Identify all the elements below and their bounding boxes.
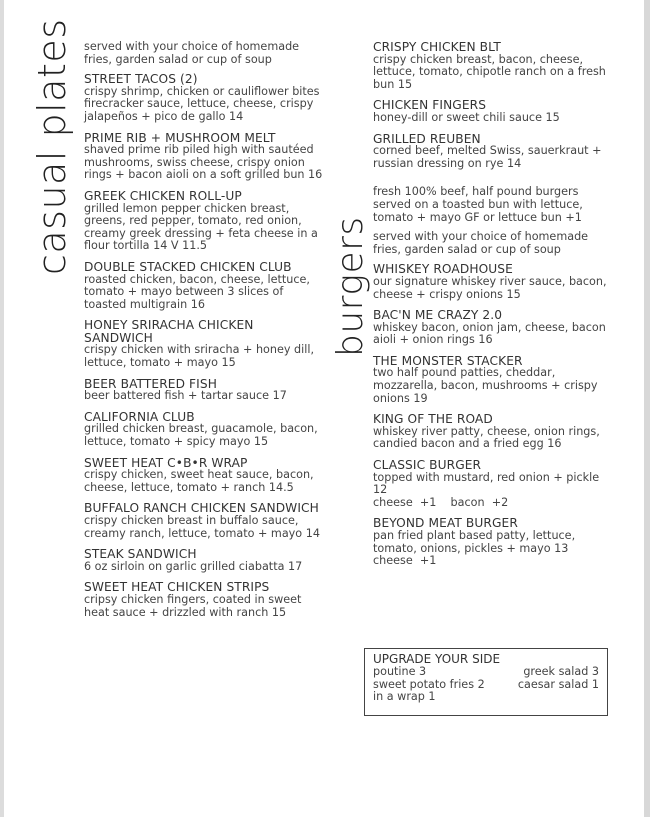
- item-name: GREEK CHICKEN ROLL-UP: [84, 188, 242, 203]
- item-name: BAC'N ME CRAZY 2.0: [373, 308, 503, 323]
- menu-item: [84, 378, 324, 403]
- menu-item: [84, 548, 324, 573]
- upgrade-option: greek salad 3: [523, 664, 599, 678]
- item-description: 6 oz sirloin on garlic grilled ciabatta 17: [84, 559, 303, 573]
- menu-item: [373, 355, 613, 405]
- menu-item: [84, 132, 324, 182]
- item-description: whiskey bacon, onion jam, cheese, bacon aioli + onion rings 16: [373, 320, 606, 347]
- item-description: crispy chicken breast in buffalo sauce, creamy ranch, lettuce, tomato + mayo 14: [84, 514, 320, 540]
- menu-item: [84, 502, 324, 540]
- menu-item: [373, 263, 613, 301]
- item-name: WHISKEY ROADHOUSE: [373, 262, 513, 277]
- casual-plates-note: served with your choice of homemade fries, garden salad or cup of soup: [84, 40, 300, 66]
- item-name: HONEY SRIRACHA CHICKEN SANDWICH: [84, 318, 254, 345]
- menu-item: [373, 459, 613, 509]
- item-description: corned beef, melted Swiss, sauerkraut + russian dressing on rye 14: [373, 144, 602, 170]
- menu-item: [84, 261, 324, 311]
- item-name: GRILLED REUBEN: [373, 131, 481, 146]
- upgrade-option: sweet potato fries 2: [373, 677, 485, 691]
- burgers-note: served with your choice of homemade fries, garden salad or cup of soup: [373, 230, 589, 256]
- menu-item: [84, 581, 324, 619]
- upgrade-option: caesar salad 1: [517, 677, 599, 691]
- item-description: crispy chicken with sriracha + honey dill, lettuce, tomato + mayo 15: [84, 343, 315, 370]
- item-description: grilled lemon pepper chicken breast, greens, red pepper, tomato, red onion, creamy greek dressing + feta cheese in a flour tortilla 14 V 11.5: [84, 201, 318, 253]
- right-column: [373, 41, 613, 576]
- item-description: crispy shrimp, chicken or cauliflower bites firecracker sauce, lettuce, cheese, crispy jalapeños + pico de gallo 14: [84, 84, 320, 123]
- menu-item: [84, 190, 324, 253]
- burgers-heading: burgers: [330, 216, 371, 357]
- menu-item: [84, 73, 324, 123]
- upgrade-title: UPGRADE YOUR SIDE: [373, 652, 501, 666]
- item-addons: cheese +1 bacon +2: [373, 495, 509, 509]
- menu-item: [373, 99, 613, 124]
- item-description: pan fried plant based patty, lettuce, tomato, onions, pickles + mayo 13: [373, 529, 576, 555]
- item-description: our signature whiskey river sauce, bacon, cheese + crispy onions 15: [373, 274, 607, 301]
- upgrade-option: in a wrap 1: [373, 690, 436, 704]
- item-description: crispy chicken breast, bacon, cheese, lettuce, tomato, chipotle ranch on a fresh bun 15: [373, 52, 606, 91]
- item-name: DOUBLE STACKED CHICKEN CLUB: [84, 259, 292, 274]
- menu-item: [373, 413, 613, 451]
- item-description: shaved prime rib piled high with sautéed mushrooms, swiss cheese, crispy onion rings + bacon aioli on a soft grilled bun 16: [84, 143, 323, 182]
- item-description: two half pound patties, cheddar, mozzarella, bacon, mushrooms + crispy onions 19: [373, 366, 598, 405]
- item-description: beer battered fish + tartar sauce 17: [84, 389, 287, 403]
- menu-item: [373, 41, 613, 91]
- item-description: cripsy chicken fingers, coated in sweet heat sauce + drizzled with ranch 15: [84, 592, 302, 619]
- item-description: topped with mustard, red onion + pickle 12: [373, 470, 600, 497]
- item-name: BUFFALO RANCH CHICKEN SANDWICH: [84, 501, 319, 516]
- item-name: SWEET HEAT CHICKEN STRIPS: [84, 580, 270, 595]
- menu-item: [373, 517, 613, 567]
- item-name: STREET TACOS (2): [84, 72, 198, 87]
- upgrade-option: poutine 3: [373, 664, 427, 678]
- item-name: SWEET HEAT C•B•R WRAP: [84, 455, 248, 470]
- page-edge-left: [0, 0, 4, 817]
- item-name: CLASSIC BURGER: [373, 458, 482, 473]
- burgers-intro: fresh 100% beef, half pound burgers served on a toasted bun with lettuce, tomato + mayo GF or lettuce bun +1: [373, 185, 583, 224]
- item-description: whiskey river patty, cheese, onion rings, candied bacon and a fried egg 16: [373, 424, 600, 451]
- item-description: honey-dill or sweet chili sauce 15: [373, 110, 560, 124]
- menu-item: [84, 319, 324, 369]
- item-name: STEAK SANDWICH: [84, 547, 197, 562]
- item-name: THE MONSTER STACKER: [373, 353, 523, 368]
- upgrade-your-side-box: [364, 648, 608, 716]
- casual-plates-column: [84, 41, 324, 627]
- page-edge-right: [644, 0, 650, 817]
- item-name: CALIFORNIA CLUB: [84, 409, 195, 424]
- item-addons: cheese +1: [373, 554, 437, 568]
- item-name: BEER BATTERED FISH: [84, 376, 217, 391]
- menu-item: [84, 457, 324, 495]
- upgrade-options: [373, 666, 599, 704]
- item-name: PRIME RIB + MUSHROOM MELT: [84, 130, 276, 145]
- menu-item: [373, 133, 613, 171]
- item-name: BEYOND MEAT BURGER: [373, 516, 518, 531]
- casual-plates-heading: casual plates: [30, 18, 74, 275]
- item-description: grilled chicken breast, guacamole, bacon, lettuce, tomato + spicy mayo 15: [84, 422, 318, 449]
- item-description: roasted chicken, bacon, cheese, lettuce, tomato + mayo between 3 slices of toasted multigrain 16: [84, 272, 310, 311]
- item-name: CHICKEN FINGERS: [373, 98, 487, 113]
- item-name: CRISPY CHICKEN BLT: [373, 40, 501, 54]
- item-description: crispy chicken, sweet heat sauce, bacon, cheese, lettuce, tomato + ranch 14.5: [84, 468, 314, 494]
- menu-item: [84, 411, 324, 449]
- menu-item: [373, 309, 613, 347]
- item-name: KING OF THE ROAD: [373, 412, 493, 427]
